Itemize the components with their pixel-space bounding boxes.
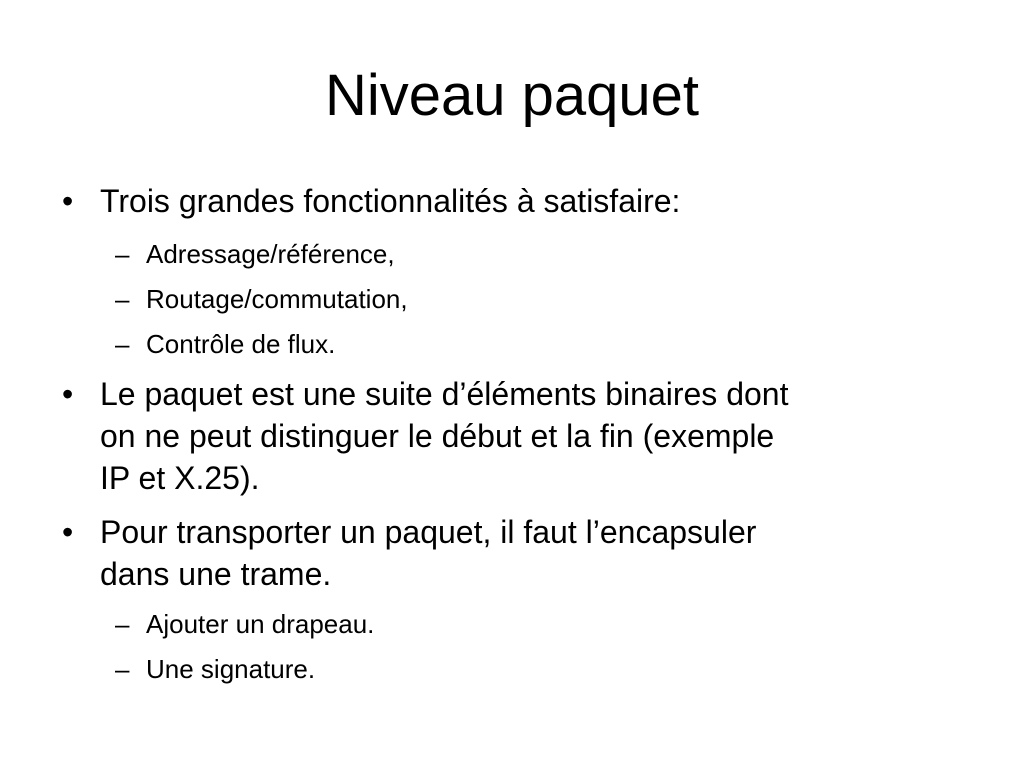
bullet-text-line: IP et X.25).	[100, 460, 260, 496]
bullet-item	[62, 511, 972, 595]
sub-bullet-item	[62, 236, 972, 272]
dash-marker: –	[115, 654, 130, 684]
bullet-marker: •	[62, 514, 74, 550]
dash-marker: –	[115, 329, 130, 359]
bullet-text-line: on ne peut distinguer le début et la fin (exemple	[100, 418, 775, 454]
bullet-text-line: Le paquet est une suite d’éléments binaires dont	[100, 376, 789, 412]
sub-bullet-item	[62, 281, 972, 317]
sub-bullet-text: Ajouter un drapeau.	[146, 609, 375, 639]
dash-marker: –	[115, 609, 130, 639]
sub-bullet-text: Routage/commutation,	[146, 284, 408, 314]
sub-bullet-text: Contrôle de flux.	[146, 329, 336, 359]
bullet-text-line: dans une trame.	[100, 556, 332, 592]
dash-marker: –	[115, 239, 130, 269]
bullet-text-line: Pour transporter un paquet, il faut l’encapsuler	[100, 514, 757, 550]
bullet-marker: •	[62, 376, 74, 412]
bullet-item	[62, 180, 972, 222]
sub-bullet-item	[62, 651, 972, 687]
sub-bullet-item	[62, 326, 972, 362]
sub-bullet-text: Adressage/référence,	[146, 239, 395, 269]
sub-bullet-item	[62, 606, 972, 642]
sub-bullet-text: Une signature.	[146, 654, 316, 684]
bullet-item	[62, 373, 972, 499]
dash-marker: –	[115, 284, 130, 314]
bullet-text: Trois grandes fonctionnalités à satisfaire:	[100, 183, 681, 219]
slide-title: Niveau paquet	[324, 63, 700, 128]
bullet-marker: •	[62, 183, 74, 219]
